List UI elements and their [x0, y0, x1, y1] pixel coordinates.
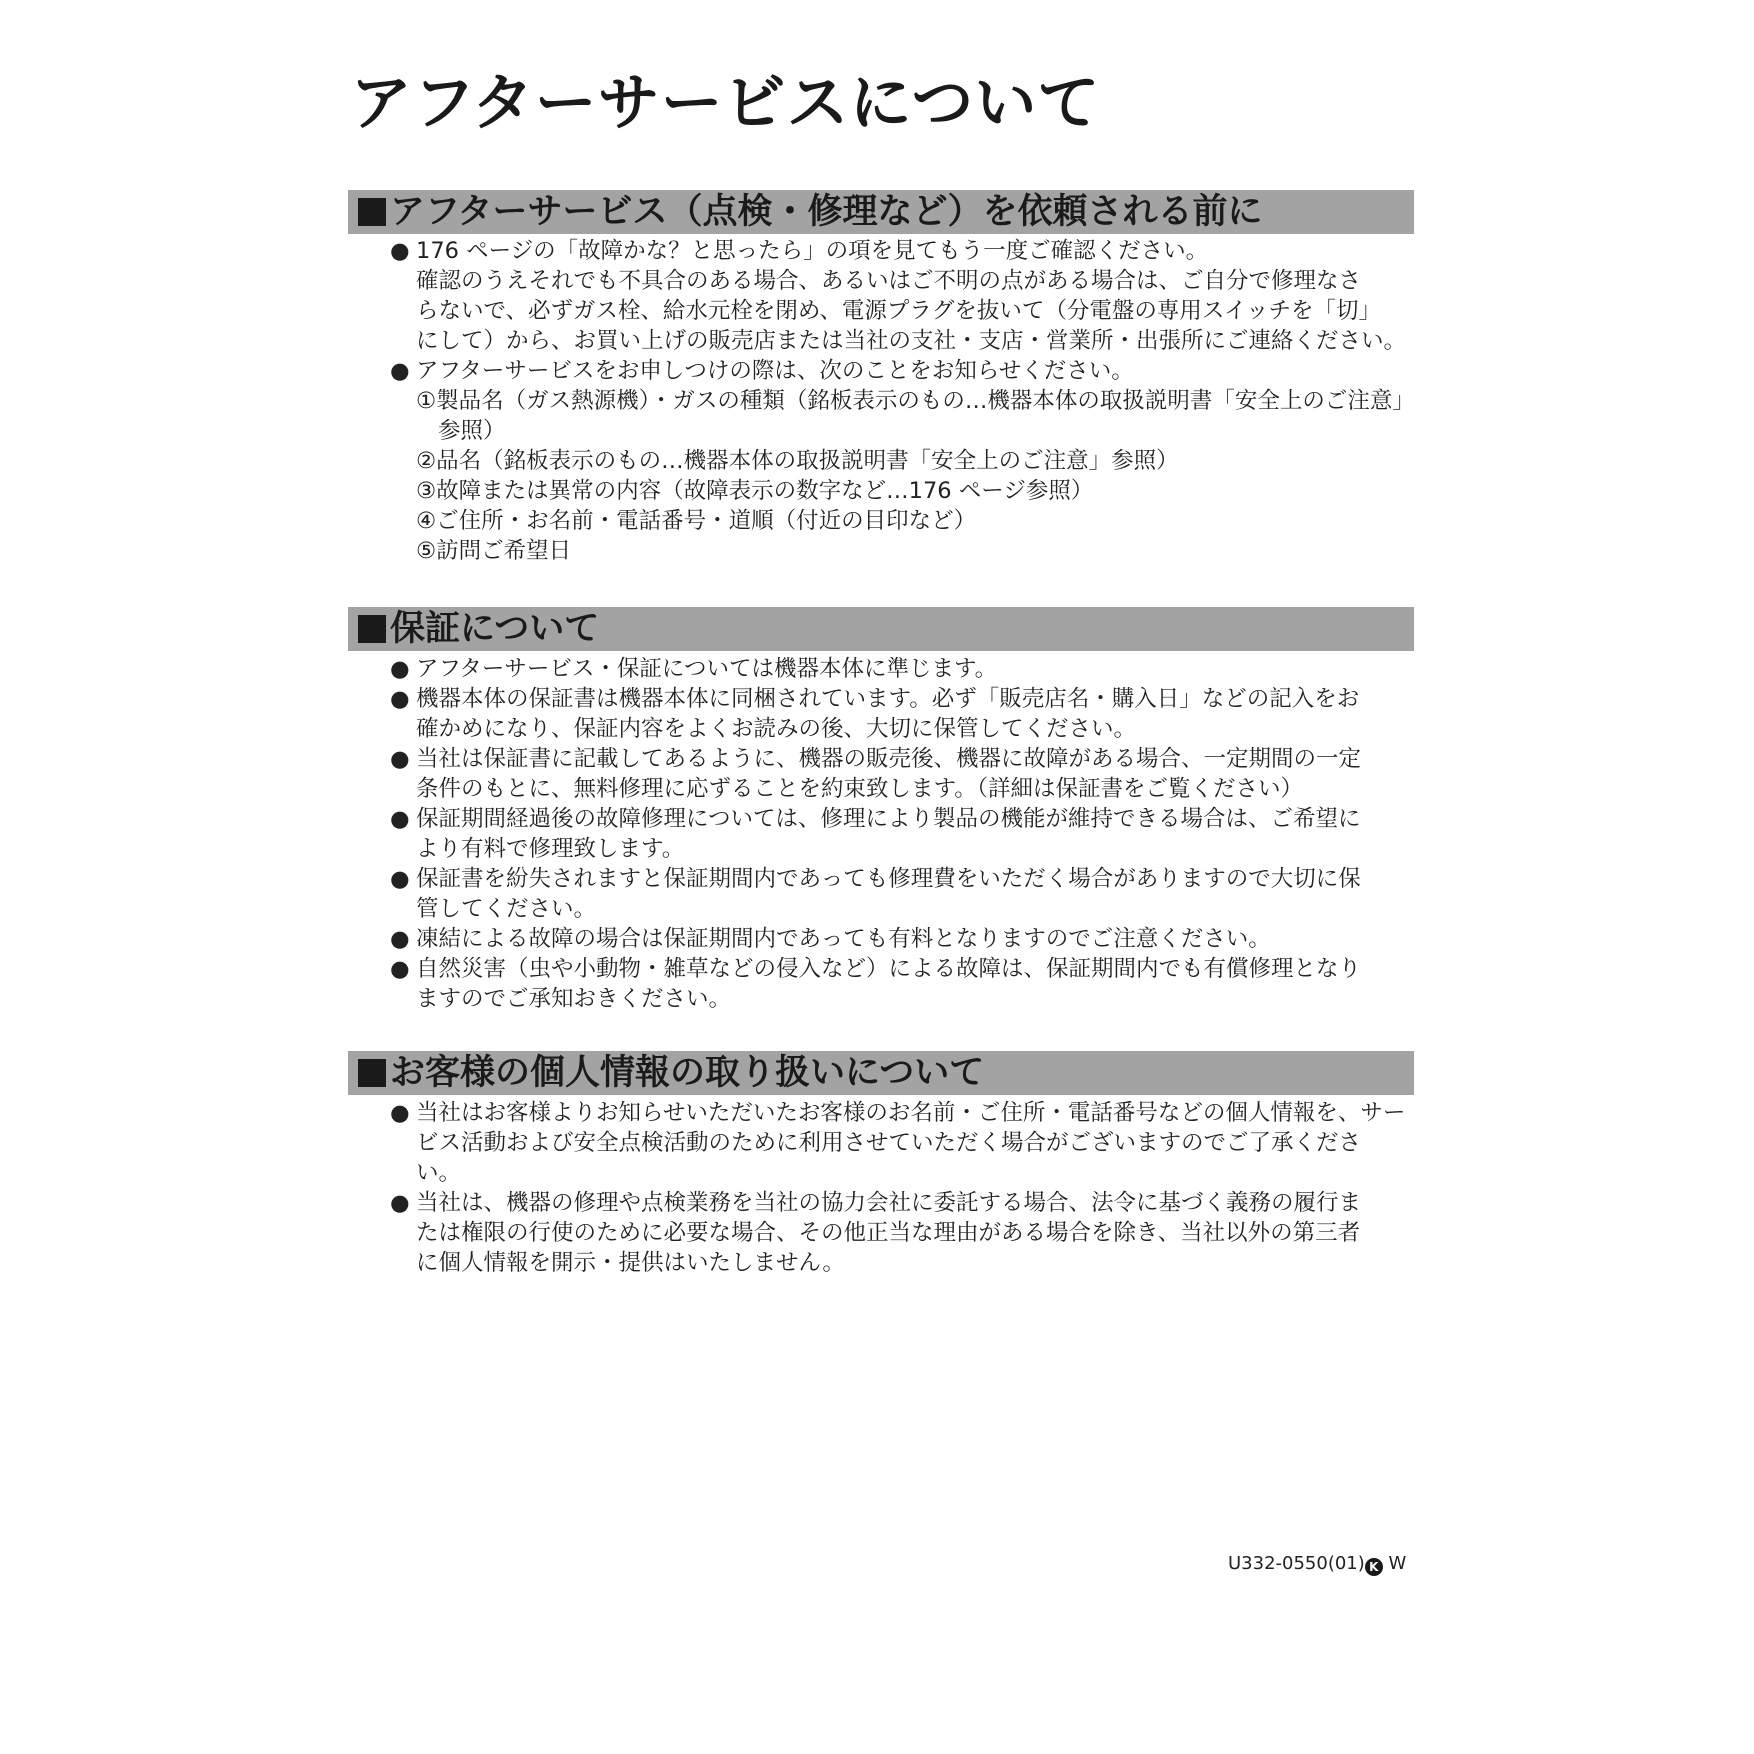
sub-item-product-name-cont: 参照）: [438, 418, 506, 444]
sub-item-model-name: ②品名（銘板表示のもの…機器本体の取扱説明書「安全上のご注意」参照）: [416, 448, 1179, 474]
section-body-before-service: [390, 236, 1420, 566]
list-item-text: ビス活動および安全点検活動のために利用させていただく場合がございますのでご了承くださ: [416, 1130, 1362, 1156]
bullet-icon: ●: [390, 956, 410, 982]
sub-item-contact-info: ④ご住所・お名前・電話番号・道順（付近の目印など）: [416, 508, 977, 534]
sub-item-product-name: ①製品名（ガス熱源機）・ガスの種類（銘板表示のもの…機器本体の取扱説明書「安全上のご注意」: [416, 388, 1415, 414]
list-item: [390, 236, 1420, 356]
list-item-text: 自然災害（虫や小動物・雑草などの侵入など）による故障は、保証期間内でも有償修理となり: [416, 956, 1362, 982]
section-heading-text: アフターサービス（点検・修理など）を依頼される前に: [390, 192, 1263, 232]
circled-k-icon: K: [1365, 1558, 1383, 1576]
document-code-suffix: W: [1382, 1553, 1407, 1574]
list-item-text: 確認のうえそれでも不具合のある場合、あるいはご不明の点がある場合は、ご自分で修理なさ: [416, 268, 1362, 294]
list-item-text: に個人情報を開示・提供はいたしません。: [416, 1250, 845, 1276]
list-item-text: 当社はお客様よりお知らせいただいたお客様のお名前・ご住所・電話番号などの個人情報を、サー: [416, 1100, 1406, 1126]
list-item-text: 条件のもとに、無料修理に応ずることを約束致します。（詳細は保証書をご覧ください）: [416, 776, 1303, 802]
section-heading-privacy: [348, 1051, 1414, 1095]
document-code-text: U332-0550(01): [1228, 1553, 1365, 1574]
list-item-text: 保証書を紛失されますと保証期間内であっても修理費をいただく場合がありますので大切に保: [416, 866, 1361, 892]
list-item: [390, 954, 1420, 1014]
bullet-icon: ●: [390, 746, 410, 772]
list-item-text: 凍結による故障の場合は保証期間内であっても有料となりますのでご注意ください。: [416, 926, 1271, 952]
list-item: [390, 864, 1420, 924]
sub-item-fault-details: ③故障または異常の内容（故障表示の数字など…176 ページ参照）: [416, 478, 1094, 504]
list-item-text: らないで、必ずガス栓、給水元栓を閉め、電源プラグを抜いて（分電盤の専用スイッチを「切」: [416, 298, 1382, 324]
list-item-text: 当社は、機器の修理や点検業務を当社の協力会社に委託する場合、法令に基づく義務の履行ま: [416, 1190, 1362, 1216]
list-item: [390, 654, 1420, 684]
list-item-text: 176 ページの「故障かな？と思ったら」の項を見てもう一度ご確認ください。: [416, 238, 1209, 264]
list-item: [390, 1098, 1420, 1188]
bullet-icon: ●: [390, 866, 410, 892]
list-item: [390, 924, 1420, 954]
bullet-icon: ●: [390, 1100, 410, 1126]
list-item-text: アフターサービス・保証については機器本体に準じます。: [416, 656, 998, 682]
bullet-icon: ●: [390, 656, 410, 682]
list-item: [390, 1188, 1420, 1278]
bullet-icon: ●: [390, 926, 410, 952]
page-title: アフターサービスについて: [350, 66, 1101, 139]
list-item-text: にして）から、お買い上げの販売店または当社の支社・支店・営業所・出張所にご連絡ください。: [416, 328, 1407, 354]
section-heading-text: お客様の個人情報の取り扱いについて: [390, 1053, 985, 1093]
list-item-text: 機器本体の保証書は機器本体に同梱されています。必ず「販売店名・購入日」などの記入をお: [416, 686, 1360, 712]
list-item-text: より有料で修理致します。: [416, 836, 685, 862]
bullet-icon: ●: [390, 1190, 410, 1216]
black-square-icon: [358, 615, 386, 643]
list-item-text: 管してください。: [416, 896, 597, 922]
section-body-warranty: [390, 654, 1420, 1014]
document-code: [1228, 1552, 1406, 1576]
section-heading-before-service: [348, 190, 1414, 234]
section-heading-text: 保証について: [390, 609, 600, 649]
bullet-icon: ●: [390, 686, 410, 712]
list-item-text: 保証期間経過後の故障修理については、修理により製品の機能が維持できる場合は、ご希望に: [416, 806, 1361, 832]
section-heading-warranty: [348, 607, 1414, 651]
black-square-icon: [358, 1059, 386, 1087]
list-item-text: 当社は保証書に記載してあるように、機器の販売後、機器に故障がある場合、一定期間の一定: [416, 746, 1362, 772]
list-item-text: たは権限の行使のために必要な場合、その他正当な理由がある場合を除き、当社以外の第三者: [416, 1220, 1361, 1246]
bullet-icon: ●: [390, 238, 410, 264]
bullet-icon: ●: [390, 358, 410, 384]
list-item-text: 確かめになり、保証内容をよくお読みの後、大切に保管してください。: [416, 716, 1137, 742]
section-body-privacy: [390, 1098, 1420, 1278]
list-item: [390, 684, 1420, 744]
list-item: [390, 804, 1420, 864]
list-item-text: い。: [416, 1160, 462, 1186]
list-item: [390, 744, 1420, 804]
list-item-text: ますのでご承知おきください。: [416, 986, 732, 1012]
black-square-icon: [358, 198, 386, 226]
sub-item-visit-date: ⑤訪問ご希望日: [416, 538, 572, 564]
list-item-text: アフターサービスをお申しつけの際は、次のことをお知らせください。: [416, 358, 1134, 384]
list-item: [390, 356, 1420, 386]
bullet-icon: ●: [390, 806, 410, 832]
